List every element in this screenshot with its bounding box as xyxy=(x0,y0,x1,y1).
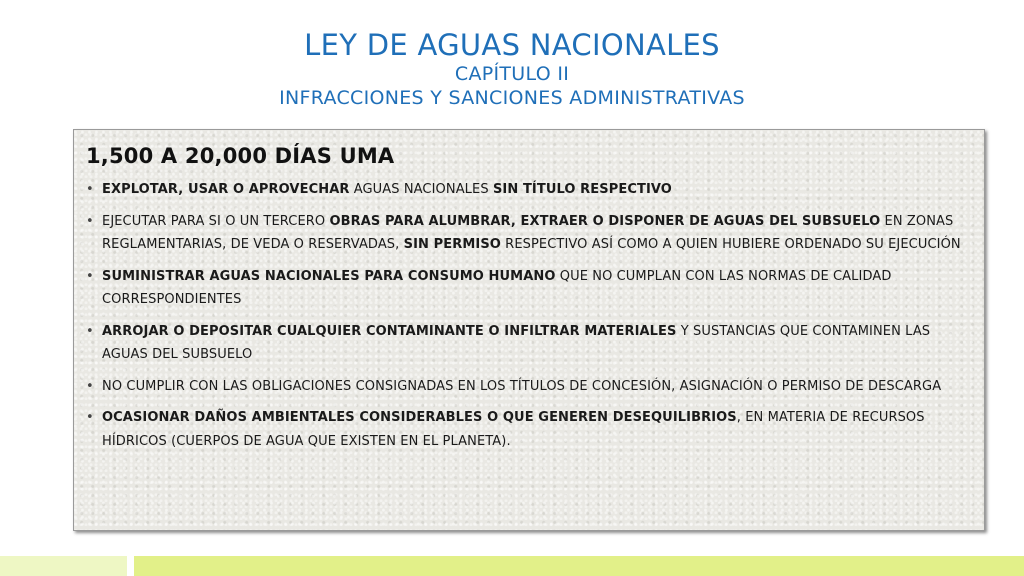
bullet-text-bold: SIN PERMISO xyxy=(403,237,501,252)
bullet-text: AGUAS NACIONALES xyxy=(349,182,493,197)
bullet-item xyxy=(86,406,962,453)
bullet-text-bold: EXPLOTAR, USAR O APROVECHAR xyxy=(102,182,350,197)
bullet-text-bold: SUMINISTRAR AGUAS NACIONALES PARA CONSUMO HUMANO xyxy=(102,268,556,284)
slide-subtitle: INFRACCIONES Y SANCIONES ADMINISTRATIVAS xyxy=(279,87,745,109)
bullet-text-bold: OCASIONAR DAÑOS AMBIENTALES CONSIDERABLES O QUE GENEREN DESEQUILIBRIOS xyxy=(102,410,737,425)
bullet-text: NO CUMPLIR CON LAS OBLIGACIONES CONSIGNADAS EN LOS TÍTULOS DE CONCESIÓN, ASIGNACIÓN O PERMISO DE DESCARGA xyxy=(102,378,942,394)
bullet-text: QUE NO CUMPLAN CON LAS NORMAS DE CALIDAD CORRESPONDIENTES xyxy=(102,268,892,307)
bullet-dot-icon: • xyxy=(86,268,94,284)
bullet-dot-icon: • xyxy=(86,378,94,394)
bullet-item xyxy=(86,265,962,312)
bullet-text: RESPECTIVO ASÍ COMO A QUIEN HUBIERE ORDENADO SU EJECUCIÓN xyxy=(500,237,961,252)
slide-title-block xyxy=(0,28,1024,110)
footer-bar-right xyxy=(134,556,1024,576)
bullet-dot-icon: • xyxy=(86,213,94,229)
bullet-text: Y SUSTANCIAS QUE CONTAMINEN LAS AGUAS DEL SUBSUELO xyxy=(102,323,931,362)
bullet-dot-icon: • xyxy=(86,323,94,339)
chapter-label: CAPÍTULO II xyxy=(454,63,570,85)
bullet-item xyxy=(86,375,962,399)
bullet-text: EJECUTAR PARA SI O UN TERCERO xyxy=(102,213,330,229)
bullet-item xyxy=(86,178,962,202)
bullet-text-bold: OBRAS PARA ALUMBRAR, EXTRAER O DISPONER DE AGUAS DEL SUBSUELO xyxy=(329,213,881,229)
slide-title: LEY DE AGUAS NACIONALES xyxy=(304,28,720,62)
bullet-text: , EN MATERIA DE RECURSOS HÍDRICOS (CUERPOS DE AGUA QUE EXISTEN EN EL PLANETA). xyxy=(102,410,925,449)
bullet-dot-icon: • xyxy=(86,410,94,425)
bullet-list xyxy=(86,178,962,453)
bullet-text: EN ZONAS REGLAMENTARIAS, DE VEDA O RESERVADAS, xyxy=(102,213,954,252)
bullet-dot-icon: • xyxy=(86,182,94,197)
footer-bar-left xyxy=(0,556,127,576)
bullet-text-bold: ARROJAR O DEPOSITAR CUALQUIER CONTAMINANTE O INFILTRAR MATERIALES xyxy=(102,323,677,339)
bullet-item xyxy=(86,320,962,367)
bullet-item xyxy=(86,210,962,257)
content-heading: 1,500 A 20,000 DÍAS UMA xyxy=(86,144,395,168)
content-panel xyxy=(73,129,985,531)
bullet-text-bold: SIN TÍTULO RESPECTIVO xyxy=(492,182,672,197)
